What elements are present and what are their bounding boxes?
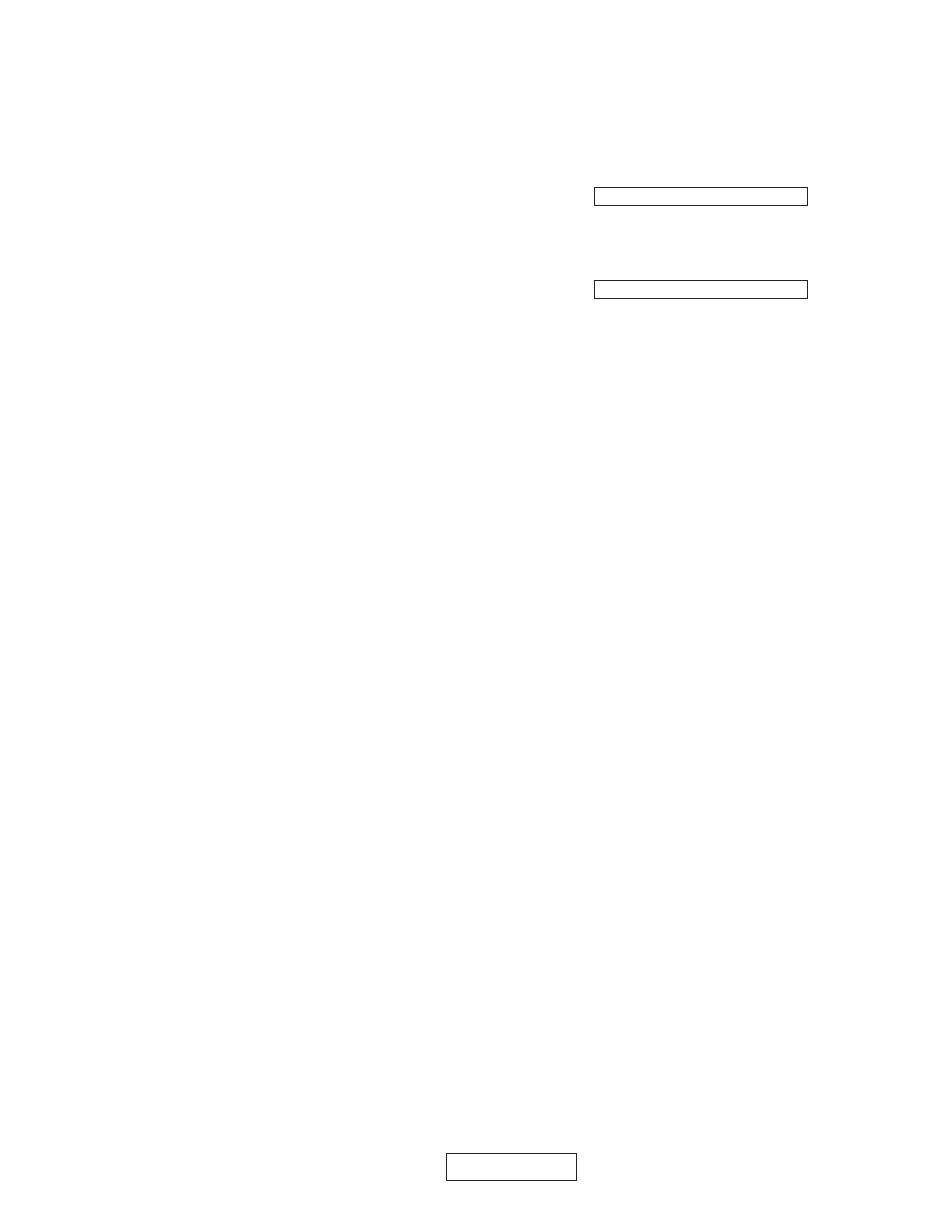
line-36-total-box[interactable] xyxy=(446,1153,577,1181)
schedule-b-total-cost-box xyxy=(594,280,808,299)
schedule-a-total-cost-box xyxy=(594,187,808,206)
